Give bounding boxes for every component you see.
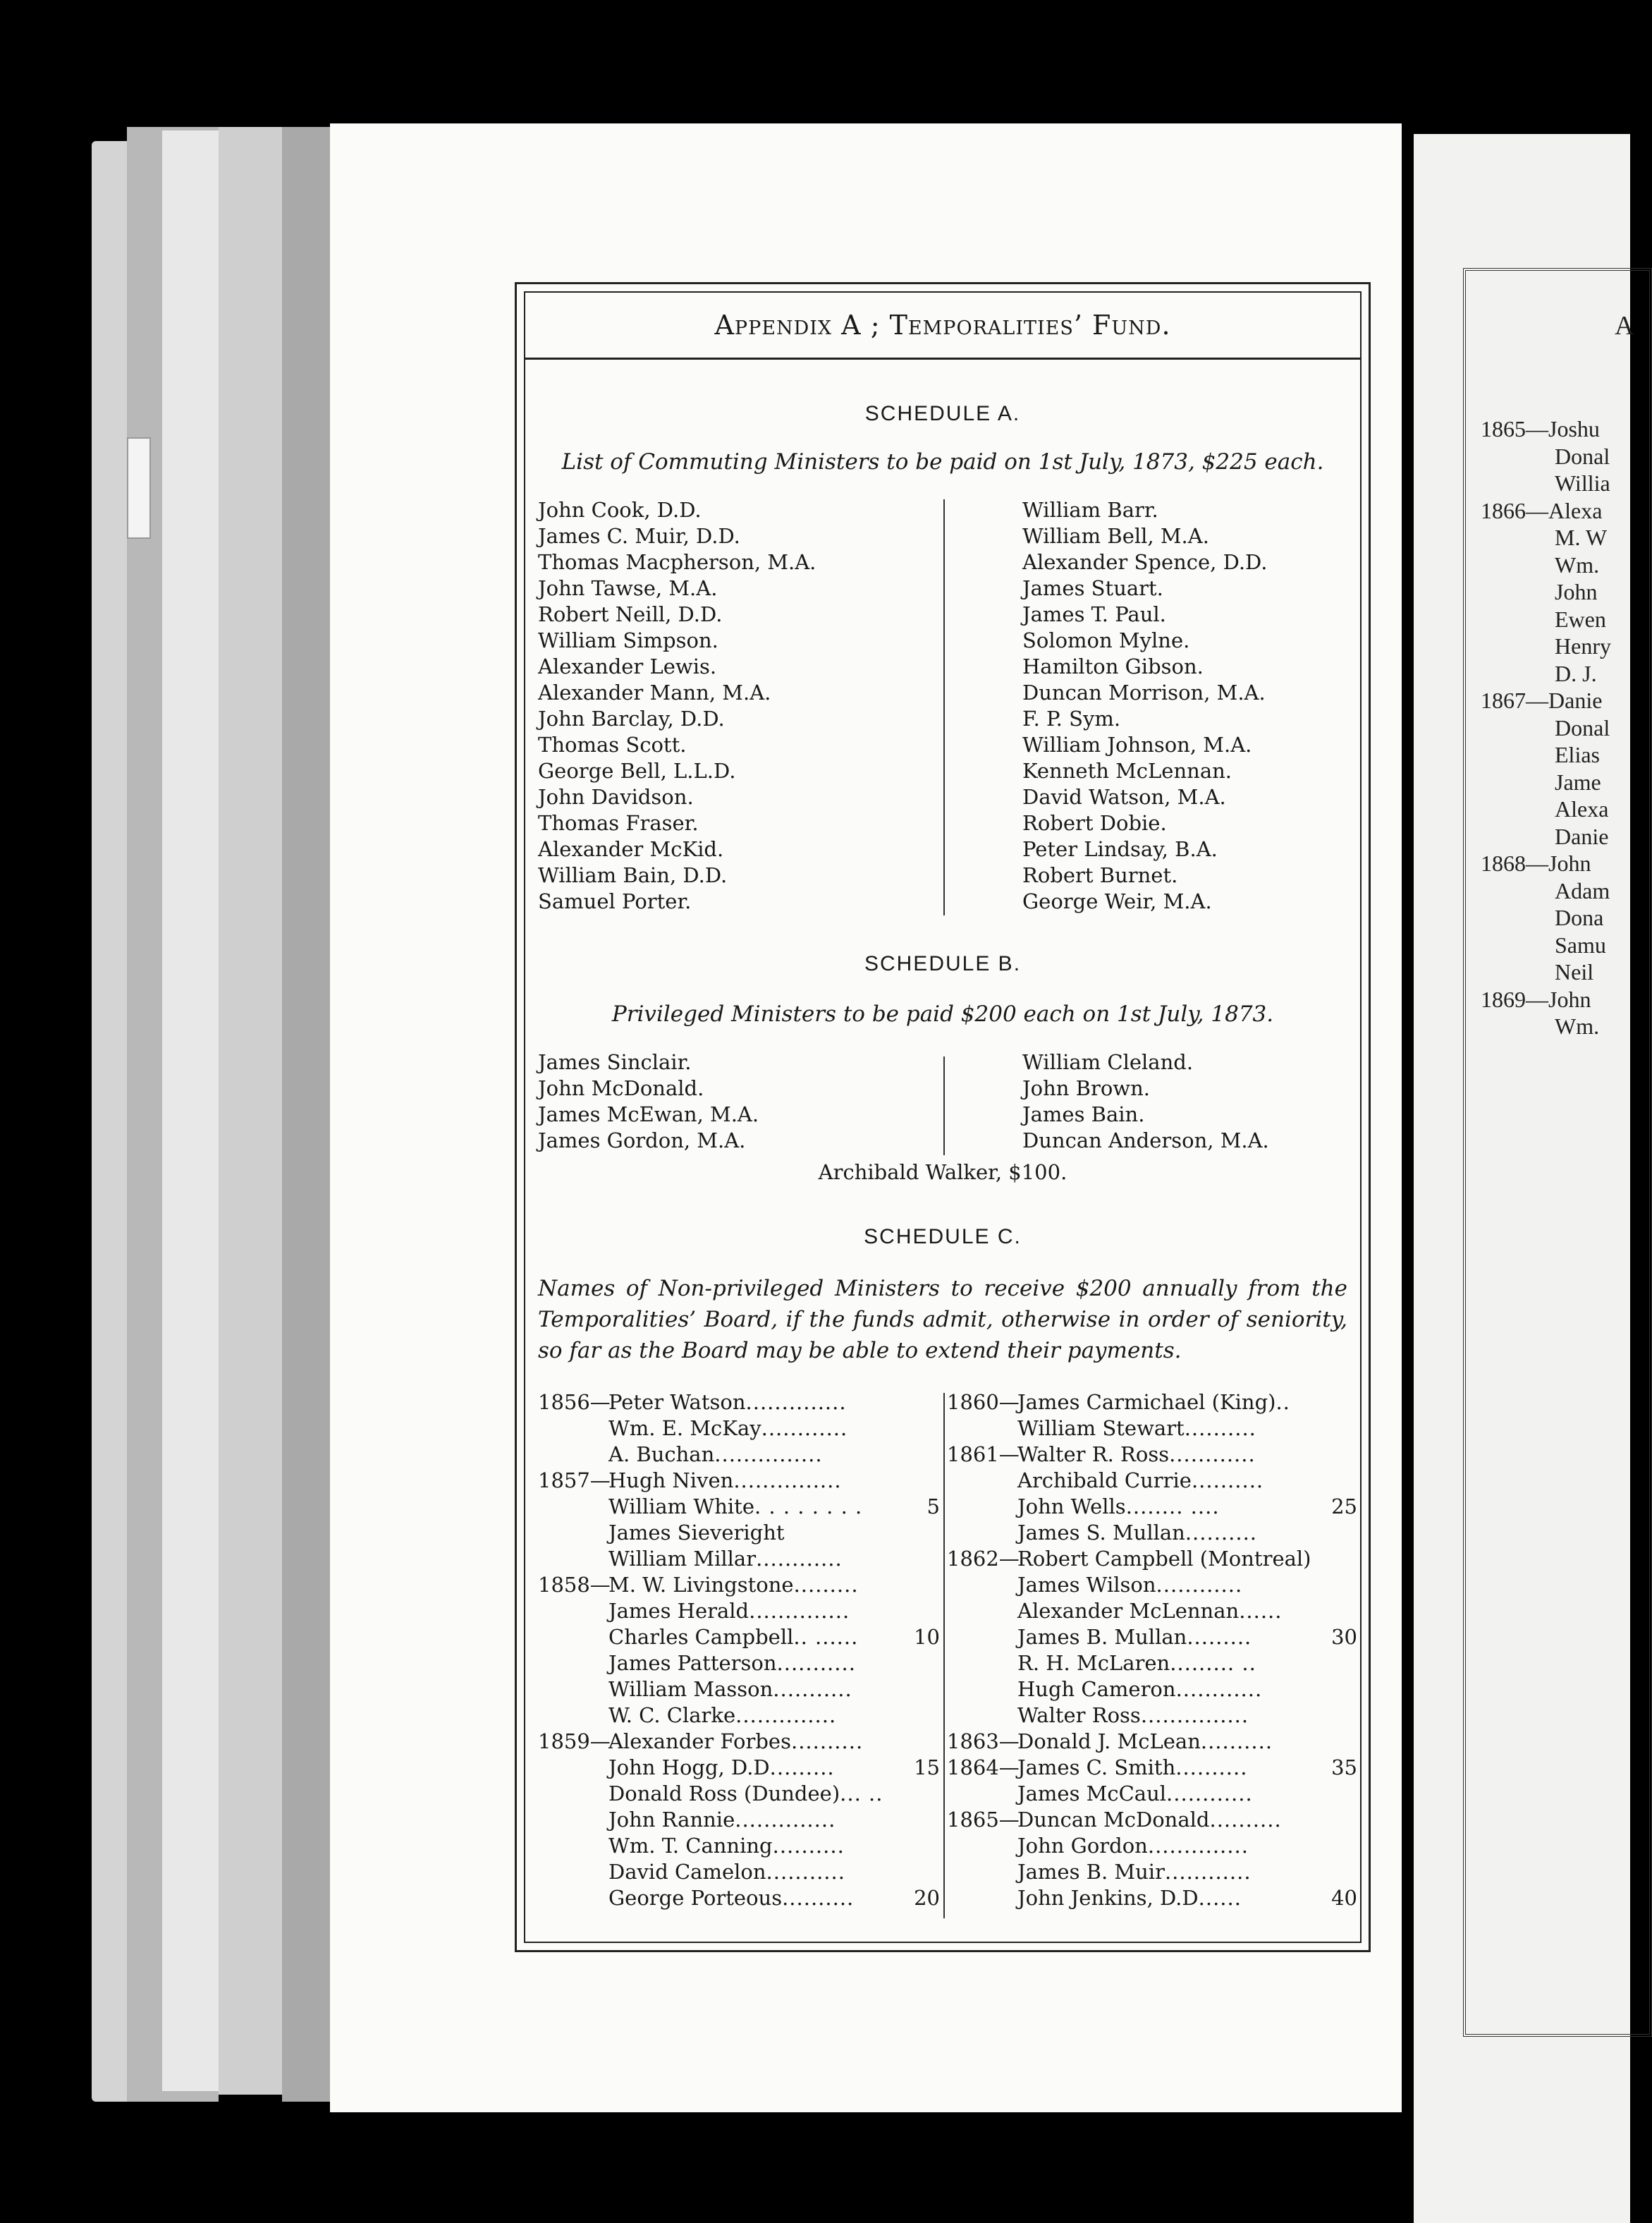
- next-page-line: Wm.: [1555, 552, 1600, 578]
- entry-name: Hugh Niven: [608, 1468, 734, 1492]
- entry-leader: .. ......: [793, 1625, 859, 1649]
- list-item: [947, 1598, 1357, 1624]
- list-item: William Barr.: [1022, 498, 1158, 522]
- list-item: James C. Muir, D.D.: [538, 524, 740, 548]
- list-item: [947, 1624, 1357, 1650]
- entry-name: John Hogg, D.D: [608, 1755, 770, 1779]
- list-item: Hamilton Gibson.: [1022, 654, 1204, 678]
- schedule-a-right-column: [1022, 497, 1268, 915]
- schedule-a-left-column: [538, 497, 816, 915]
- list-item: [947, 1781, 1357, 1807]
- next-page-line: Ewen: [1555, 606, 1606, 632]
- appendix-frame-inner: [524, 291, 1362, 1943]
- list-item: Duncan Anderson, M.A.: [1022, 1128, 1269, 1152]
- entry-leader: ............: [1164, 1860, 1252, 1884]
- entry-leader: .........: [793, 1573, 859, 1597]
- entry-name: Walter R. Ross: [1017, 1442, 1170, 1466]
- next-page-line: Wm.: [1555, 1013, 1600, 1039]
- entry-number: 35: [1331, 1755, 1357, 1779]
- entry-leader: ..............: [745, 1390, 847, 1414]
- entry-name: David Camelon: [608, 1860, 766, 1884]
- entry-name: William Stewart: [1017, 1416, 1185, 1440]
- list-item: John Tawse, M.A.: [538, 576, 718, 600]
- entry-name: James B. Muir: [1017, 1860, 1165, 1884]
- list-item: [538, 1520, 940, 1546]
- entry-leader: ............: [761, 1416, 848, 1440]
- entry-name: George Porteous: [608, 1886, 783, 1910]
- entry-name: James Wilson: [1017, 1573, 1156, 1597]
- entry-leader: ..............: [735, 1808, 836, 1832]
- entry-leader: ............: [1169, 1442, 1256, 1466]
- entry-leader: ...............: [1140, 1703, 1249, 1727]
- list-item: George Bell, L.L.D.: [538, 759, 736, 783]
- next-page-line: Samu: [1555, 932, 1606, 958]
- schedule-c-right-column: [947, 1389, 1357, 1911]
- entry-name: James McCaul: [1017, 1782, 1167, 1805]
- entry-leader: . . . . . . . .: [754, 1494, 863, 1518]
- list-item: John Brown.: [1022, 1076, 1151, 1100]
- entry-name: Walter Ross: [1017, 1703, 1141, 1727]
- entry-leader: ..........: [1185, 1521, 1258, 1545]
- page-title: Appendix A ; Temporalities’ Fund.: [525, 293, 1360, 360]
- next-page-line: Henry: [1555, 633, 1611, 659]
- column-divider: [943, 499, 945, 915]
- schedule-b-right-column: [1022, 1049, 1269, 1154]
- list-item: [538, 1676, 940, 1703]
- entry-name: Alexander McLennan: [1017, 1599, 1240, 1623]
- entry-leader: ............: [1156, 1573, 1243, 1597]
- entry-name: John Rannie: [608, 1808, 735, 1832]
- entry-name: William Millar: [608, 1547, 757, 1571]
- list-item: James T. Paul.: [1022, 602, 1166, 626]
- list-item: [947, 1729, 1357, 1755]
- list-item: [947, 1415, 1357, 1442]
- list-item: George Weir, M.A.: [1022, 889, 1212, 913]
- list-item: Thomas Fraser.: [538, 811, 699, 835]
- entry-name: William Masson: [608, 1677, 773, 1701]
- next-page-line: John: [1555, 579, 1598, 604]
- entry-name: A. Buchan: [608, 1442, 715, 1466]
- list-item: [538, 1729, 940, 1755]
- schedule-b-subtitle: Privileged Ministers to be paid $200 each on 1st July, 1873.: [611, 1001, 1274, 1027]
- entry-leader: .........: [769, 1755, 835, 1779]
- entry-year: 1862—: [947, 1547, 1020, 1571]
- entry-number: 40: [1331, 1886, 1357, 1910]
- entry-year: 1860—: [947, 1390, 1020, 1414]
- column-divider: [943, 1393, 945, 1918]
- entry-leader: ...............: [733, 1468, 842, 1492]
- next-page-line: Donal: [1555, 714, 1610, 741]
- entry-name: Wm. T. Canning: [608, 1834, 773, 1858]
- entry-leader: ......... ..: [1170, 1651, 1256, 1675]
- list-item: F. P. Sym.: [1022, 707, 1121, 731]
- list-item: [538, 1415, 940, 1442]
- entry-leader: ............: [1175, 1677, 1263, 1701]
- entry-name: James Herald: [608, 1599, 749, 1623]
- entry-name: James B. Mullan: [1017, 1625, 1187, 1649]
- list-item: [538, 1807, 940, 1833]
- list-item: [538, 1859, 940, 1885]
- entry-leader: ..........: [1200, 1729, 1273, 1753]
- entry-number: 20: [914, 1886, 940, 1910]
- entry-year: 1864—: [947, 1755, 1020, 1779]
- entry-name: John Gordon: [1017, 1834, 1148, 1858]
- entry-name: Hugh Cameron: [1017, 1677, 1176, 1701]
- next-page-line: 1867—Danie: [1481, 688, 1603, 713]
- list-item: James Sinclair.: [538, 1050, 692, 1074]
- entry-name: James Patterson: [608, 1651, 777, 1675]
- entry-leader: ..: [1275, 1390, 1290, 1414]
- list-item: [538, 1442, 940, 1468]
- entry-name: James Sieveright: [608, 1521, 785, 1545]
- list-item: John Cook, D.D.: [538, 498, 702, 522]
- list-item: Peter Lindsay, B.A.: [1022, 837, 1218, 861]
- list-item: [947, 1859, 1357, 1885]
- next-page-line: 1869—John: [1481, 986, 1591, 1012]
- schedule-a-subtitle: List of Commuting Ministers to be paid on 1st July, 1873, $225 each.: [561, 449, 1324, 475]
- list-item: Alexander Lewis.: [538, 654, 717, 678]
- next-page-line: Dona: [1555, 905, 1604, 930]
- list-item: Samuel Porter.: [538, 889, 692, 913]
- entry-name: R. H. McLaren: [1017, 1651, 1170, 1675]
- entry-year: 1856—: [538, 1390, 611, 1414]
- list-item: David Watson, M.A.: [1022, 785, 1226, 809]
- list-item: [947, 1494, 1357, 1520]
- entry-year: 1857—: [538, 1468, 611, 1492]
- next-page-line: Willia: [1555, 470, 1610, 496]
- entry-leader: .........: [1187, 1625, 1252, 1649]
- list-item: [947, 1389, 1357, 1415]
- list-item: Robert Neill, D.D.: [538, 602, 723, 626]
- entry-name: Donald Ross (Dundee): [608, 1782, 840, 1805]
- list-item: Solomon Mylne.: [1022, 628, 1190, 652]
- entry-leader: ...........: [766, 1860, 845, 1884]
- entry-name: Robert Campbell (Montreal): [1017, 1547, 1311, 1571]
- list-item: John Davidson.: [538, 785, 694, 809]
- entry-name: Charles Campbell: [608, 1625, 794, 1649]
- entry-leader: ............: [756, 1547, 843, 1571]
- entry-leader: ..........: [1209, 1808, 1282, 1832]
- entry-name: Alexander Forbes: [608, 1729, 791, 1753]
- list-item: [947, 1442, 1357, 1468]
- entry-name: Wm. E. McKay: [608, 1416, 761, 1440]
- entry-leader: ......: [1198, 1886, 1242, 1910]
- list-item: Robert Burnet.: [1022, 863, 1178, 887]
- entry-leader: ........ ....: [1125, 1494, 1220, 1518]
- entry-name: James C. Smith: [1017, 1755, 1176, 1779]
- entry-leader: ..........: [782, 1886, 855, 1910]
- entry-leader: ..............: [735, 1703, 837, 1727]
- entry-year: 1863—: [947, 1729, 1020, 1753]
- schedule-a-title: SCHEDULE A.: [864, 402, 1021, 425]
- list-item: Alexander Mann, M.A.: [538, 681, 771, 705]
- entry-name: Archibald Currie: [1017, 1468, 1192, 1492]
- list-item: John McDonald.: [538, 1076, 704, 1100]
- entry-leader: ..........: [772, 1834, 845, 1858]
- schedule-b-title: SCHEDULE B.: [864, 952, 1022, 975]
- entry-name: Donald J. McLean: [1017, 1729, 1201, 1753]
- list-item: [947, 1833, 1357, 1859]
- next-page-line: Elias: [1555, 742, 1600, 767]
- list-item: Duncan Morrison, M.A.: [1022, 681, 1266, 705]
- next-page-line: 1868—John: [1481, 851, 1591, 876]
- entry-number: 30: [1331, 1625, 1357, 1649]
- list-item: [538, 1703, 940, 1729]
- list-item: [947, 1676, 1357, 1703]
- next-page-line: Adam: [1555, 877, 1610, 903]
- entry-name: W. C. Clarke: [608, 1703, 736, 1727]
- next-page-header: A: [1615, 311, 1634, 341]
- entry-name: John Wells: [1017, 1494, 1126, 1518]
- entry-leader: ......: [1239, 1599, 1283, 1623]
- list-item: William Cleland.: [1022, 1050, 1194, 1074]
- list-item: [538, 1781, 940, 1807]
- list-item: James Bain.: [1022, 1102, 1145, 1126]
- list-item: [538, 1650, 940, 1676]
- list-item: [947, 1468, 1357, 1494]
- next-page-line: 1865—Joshu: [1481, 416, 1600, 441]
- entry-number: 15: [914, 1755, 940, 1779]
- entry-leader: ... ..: [840, 1782, 883, 1805]
- list-item: [538, 1494, 940, 1520]
- list-item: Alexander McKid.: [538, 837, 724, 861]
- list-item: [538, 1389, 940, 1415]
- list-item: [538, 1833, 940, 1859]
- schedule-c-title: SCHEDULE C.: [864, 1225, 1022, 1248]
- entry-leader: ..........: [790, 1729, 864, 1753]
- list-item: [538, 1624, 940, 1650]
- list-item: [947, 1572, 1357, 1598]
- entry-leader: ...........: [773, 1677, 852, 1701]
- entry-number: 25: [1331, 1494, 1357, 1518]
- list-item: [538, 1755, 940, 1781]
- entry-leader: ..........: [1191, 1468, 1264, 1492]
- list-item: Kenneth McLennan.: [1022, 759, 1232, 783]
- column-divider: [943, 1056, 945, 1155]
- list-item: [538, 1598, 940, 1624]
- list-item: [947, 1546, 1357, 1572]
- entry-name: John Jenkins, D.D: [1017, 1886, 1199, 1910]
- list-item: John Barclay, D.D.: [538, 707, 725, 731]
- next-page-line: Danie: [1555, 823, 1609, 849]
- list-item: [947, 1650, 1357, 1676]
- schedule-b-left-column: [538, 1049, 759, 1154]
- list-item: [538, 1468, 940, 1494]
- entry-leader: ..............: [1147, 1834, 1249, 1858]
- entry-name: James S. Mullan: [1017, 1521, 1185, 1545]
- list-item: William Simpson.: [538, 628, 718, 652]
- entry-leader: ...........: [776, 1651, 856, 1675]
- list-item: James Gordon, M.A.: [538, 1128, 746, 1152]
- list-item: Thomas Scott.: [538, 733, 687, 757]
- list-item: James Stuart.: [1022, 576, 1163, 600]
- next-page-line: Donal: [1555, 443, 1610, 469]
- list-item: Robert Dobie.: [1022, 811, 1167, 835]
- list-item: William Bell, M.A.: [1022, 524, 1209, 548]
- list-item: William Bain, D.D.: [538, 863, 728, 887]
- entry-number: 10: [914, 1625, 940, 1649]
- entry-name: Peter Watson: [608, 1390, 746, 1414]
- next-page-line: D. J.: [1555, 660, 1597, 686]
- list-item: [947, 1885, 1357, 1911]
- appendix-frame: [515, 282, 1371, 1952]
- next-page-line: Jame: [1555, 769, 1601, 795]
- entry-leader: ...............: [714, 1442, 823, 1466]
- list-item: Thomas Macpherson, M.A.: [538, 550, 816, 574]
- entry-leader: ..............: [749, 1599, 850, 1623]
- list-item: [538, 1885, 940, 1911]
- next-page-line: Alexa: [1555, 796, 1609, 822]
- list-item: William Johnson, M.A.: [1022, 733, 1252, 757]
- entry-name: William White: [608, 1494, 754, 1518]
- entry-leader: ..........: [1175, 1755, 1248, 1779]
- list-item: [538, 1572, 940, 1598]
- entry-leader: ............: [1166, 1782, 1253, 1805]
- schedule-c-paragraph: Names of Non-privileged Ministers to receive $200 annually from the Temporalities’ Board, if the funds admit, otherwise in order of seniority, so far as the Board may be able to extend their payments.: [538, 1276, 1347, 1363]
- list-item: [947, 1807, 1357, 1833]
- entry-name: M. W. Livingstone: [608, 1573, 794, 1597]
- entry-year: 1861—: [947, 1442, 1020, 1466]
- next-page-line: M. W: [1555, 525, 1608, 550]
- schedule-c-left-column: [538, 1389, 940, 1911]
- next-page-line: Neil: [1555, 959, 1594, 985]
- entry-name: James Carmichael (King): [1017, 1390, 1276, 1414]
- entry-name: Duncan McDonald: [1017, 1808, 1210, 1832]
- entry-year: 1859—: [538, 1729, 611, 1753]
- list-item: [947, 1520, 1357, 1546]
- schedule-b-extra: Archibald Walker, $100.: [818, 1160, 1067, 1184]
- entry-number: 5: [926, 1494, 940, 1518]
- page-tab: [127, 437, 151, 539]
- list-item: [947, 1755, 1357, 1781]
- list-item: James McEwan, M.A.: [538, 1102, 759, 1126]
- entry-year: 1858—: [538, 1573, 611, 1597]
- book-edge: [282, 127, 331, 2102]
- entry-leader: ..........: [1184, 1416, 1256, 1440]
- next-page-line: 1866—Alexa: [1481, 497, 1603, 523]
- list-item: Alexander Spence, D.D.: [1022, 550, 1268, 574]
- list-item: [947, 1703, 1357, 1729]
- entry-year: 1865—: [947, 1808, 1020, 1832]
- list-item: [538, 1546, 940, 1572]
